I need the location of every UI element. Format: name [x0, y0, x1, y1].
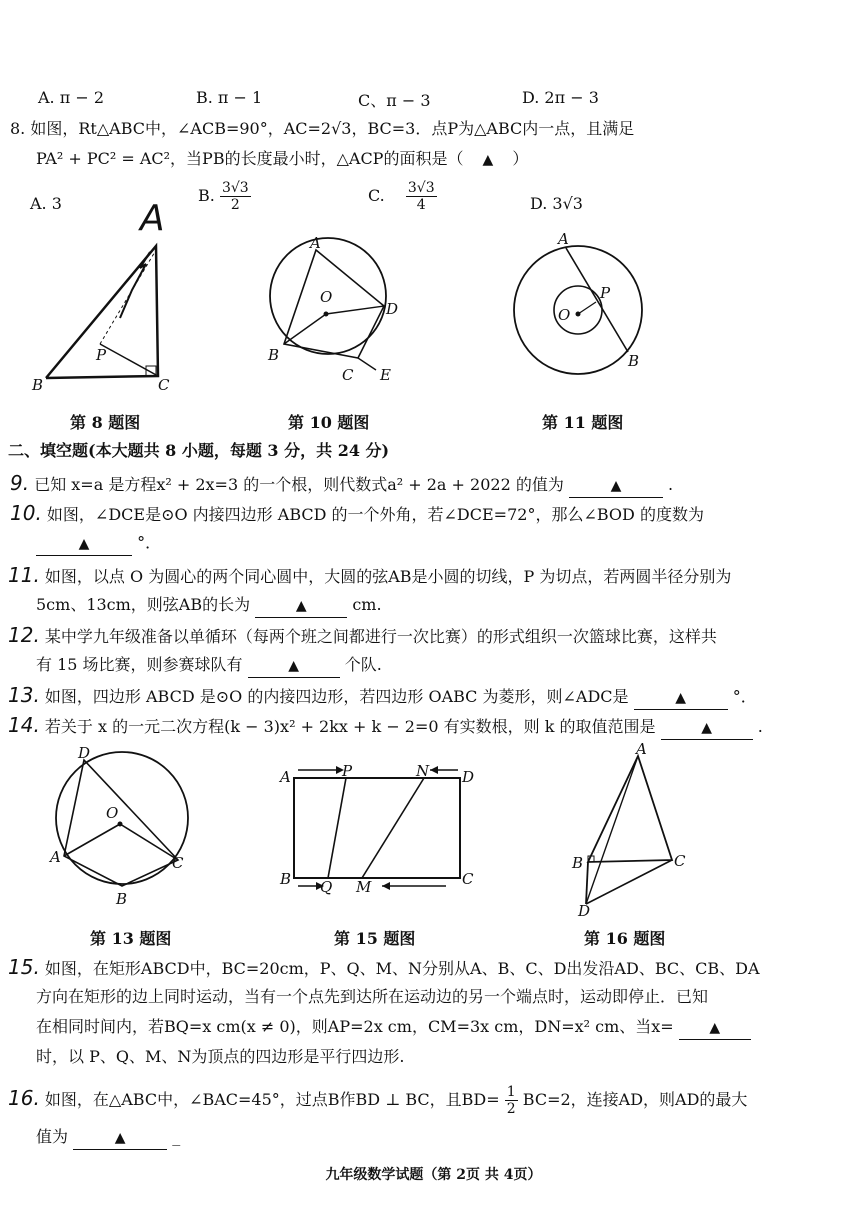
q8-line2-tail: ） [512, 149, 529, 168]
q15-answer-blank[interactable] [679, 1016, 751, 1040]
q12-text2: 有 15 场比赛，则参赛球队有 [36, 655, 243, 674]
q16-line2 [36, 1126, 180, 1150]
caption-fig11: 第 11 题图 [542, 413, 624, 432]
caption-fig13: 第 13 题图 [90, 929, 172, 948]
fig10-label-a: A [310, 234, 321, 252]
caption-fig15: 第 15 题图 [334, 929, 416, 948]
q9-text: 已知 x=a 是方程x² + 2x=3 的一个根，则代数式a² + 2a + 2022 的值为 [34, 475, 564, 494]
fig11-label-a: A [558, 230, 569, 248]
q16-half-fraction [505, 1084, 518, 1117]
q7-option-a: A. π − 2 [38, 88, 104, 107]
fig15-label-a: A [280, 768, 291, 786]
q15-text1: 如图，在矩形ABCD中，BC=20cm，P、Q、M、N分别从A、B、C、D出发沿AD、BC、CB、DA [44, 959, 760, 978]
q10-tail: °． [137, 533, 162, 552]
answer-mark: ▲ [701, 720, 713, 736]
fig13-label-o: O [106, 804, 119, 822]
q7-option-d: D. 2π − 3 [522, 88, 599, 107]
fig8-label-p: P [96, 346, 107, 364]
q16-text1b: BC=2，连接AD，则AD的最大 [522, 1090, 748, 1109]
fig16-label-a: A [636, 740, 647, 758]
section2-title: 二、填空题(本大题共 8 小题，每题 3 分，共 24 分) [8, 441, 390, 460]
fig13-label-d: D [78, 744, 91, 762]
answer-mark: ▲ [288, 658, 300, 674]
fig15-label-m: M [356, 878, 372, 896]
q16-answer-blank[interactable] [73, 1126, 167, 1150]
q8-option-a: A. 3 [30, 194, 62, 213]
q14-number: 14. [8, 713, 40, 737]
fig10-label-d: D [386, 300, 399, 318]
q10-text: 如图，∠DCE是⊙O 内接四边形 ABCD 的一个外角，若∠DCE=72°，那么∠BOD 的度数为 [46, 505, 704, 524]
fig16-triangle-abc [588, 756, 672, 862]
q15-line3 [36, 1016, 751, 1040]
answer-mark: ▲ [295, 598, 307, 614]
q15-text3: 在相同时间内，若BQ=x cm(x ≠ 0)，则AP=2x cm，CM=3x cm，DN=x² cm、当x= [36, 1017, 674, 1036]
q8-option-b-num: 3√3 [221, 180, 249, 196]
fig15-label-c: C [462, 870, 474, 888]
q11-tail: cm. [352, 595, 382, 614]
fig15-label-b: B [280, 870, 292, 888]
q13-number: 13. [8, 683, 40, 707]
fig10-label-c: C [342, 366, 354, 384]
fig10-label-e: E [380, 366, 391, 384]
q8-line1: 8. 如图，Rt△ABC中，∠ACB=90°，AC=2√3，BC=3．点P为△ABC内一点，且满足 [10, 119, 635, 138]
q8-option-b-prefix: B. [198, 186, 215, 205]
q11-text1: 如图，以点 O 为圆心的两个同心圆中，大圆的弦AB是小圆的切线，P 为切点，若两圆半径分别为 [44, 567, 732, 586]
q16-half-den: 2 [506, 1101, 516, 1117]
q16-half-num: 1 [506, 1084, 516, 1100]
q7-option-b: B. π − 1 [196, 88, 263, 107]
fig11-label-p: P [600, 284, 611, 302]
q12-text1: 某中学九年级准备以单循环（每两个班之间都进行一次比赛）的形式组织一次篮球比赛，这样共 [44, 627, 717, 646]
fig8-label-c: C [158, 376, 170, 394]
q16-line1 [8, 1084, 747, 1117]
q13-text: 如图，四边形 ABCD 是⊙O 的内接四边形，若四边形 OABC 为菱形，则∠ADC是 [44, 687, 629, 706]
fig15-label-q: Q [320, 878, 333, 896]
answer-mark: ▲ [482, 152, 494, 168]
page-footer: 九年级数学试题（第 2页 共 4页） [325, 1167, 542, 1183]
caption-fig10: 第 10 题图 [288, 413, 370, 432]
q8-option-c-prefix: C. [368, 186, 385, 205]
fig8-label-b: B [32, 376, 44, 394]
q10-number: 10. [10, 501, 42, 525]
q14-tail: . [757, 717, 763, 736]
fig15-label-d: D [462, 768, 475, 786]
caption-fig16: 第 16 题图 [584, 929, 666, 948]
fig13-label-a: A [50, 848, 61, 866]
q8-option-b-den: 2 [230, 197, 240, 213]
answer-mark: ▲ [78, 536, 90, 552]
q9-tail: . [668, 475, 674, 494]
answer-mark: ▲ [610, 478, 622, 494]
fig15-label-n: N [416, 762, 430, 780]
q15-line1 [8, 956, 760, 980]
answer-mark: ▲ [709, 1020, 721, 1036]
q13-tail: °． [732, 687, 757, 706]
fig15-label-p: P [342, 762, 353, 780]
caption-fig8: 第 8 题图 [70, 413, 141, 432]
q15-line2: 方向在矩形的边上同时运动，当有一个点先到达所在运动边的另一个端点时，运动即停止．已知 [36, 987, 709, 1006]
q16-text2: 值为 [36, 1127, 69, 1146]
fig16-label-d: D [578, 902, 591, 920]
fig10-label-b: B [268, 346, 280, 364]
q8-option-c-den: 4 [416, 197, 426, 213]
fig11-label-b: B [628, 352, 640, 370]
q14-text: 若关于 x 的一元二次方程(k − 3)x² + 2kx + k − 2=0 有实数根，则 k 的取值范围是 [44, 717, 656, 736]
q8-option-c-num: 3√3 [407, 180, 435, 196]
fig13-label-b: B [116, 890, 128, 908]
answer-mark: ▲ [114, 1130, 126, 1146]
q9-number: 9. [10, 471, 30, 495]
q16-number: 16. [8, 1086, 40, 1110]
q12-number: 12. [8, 623, 40, 647]
fig16-label-b: B [572, 854, 584, 872]
handwritten-letter-a: A [140, 198, 165, 239]
q15-number: 15. [8, 955, 40, 979]
q15-line4: 时，以 P、Q、M、N为顶点的四边形是平行四边形. [36, 1047, 405, 1066]
fig13-label-c: C [172, 854, 184, 872]
q16-text1a: 如图，在△ABC中，∠BAC=45°，过点B作BD ⊥ BC，且BD= [44, 1090, 500, 1109]
answer-mark: ▲ [675, 690, 687, 706]
fig11-label-o: O [558, 306, 571, 324]
q16-tail: _ [172, 1127, 181, 1146]
fig10-label-o: O [320, 288, 333, 306]
fig16-label-c: C [674, 852, 686, 870]
q7-option-c: C、π − 3 [358, 91, 431, 110]
q12-tail: 个队. [344, 655, 382, 674]
q11-number: 11. [8, 563, 40, 587]
q11-text2: 5cm、13cm，则弦AB的长为 [36, 595, 251, 614]
q8-line2-text: PA² + PC² = AC²，当PB的长度最小时，△ACP的面积是（ [36, 149, 464, 168]
q8-option-d: D. 3√3 [530, 194, 583, 213]
